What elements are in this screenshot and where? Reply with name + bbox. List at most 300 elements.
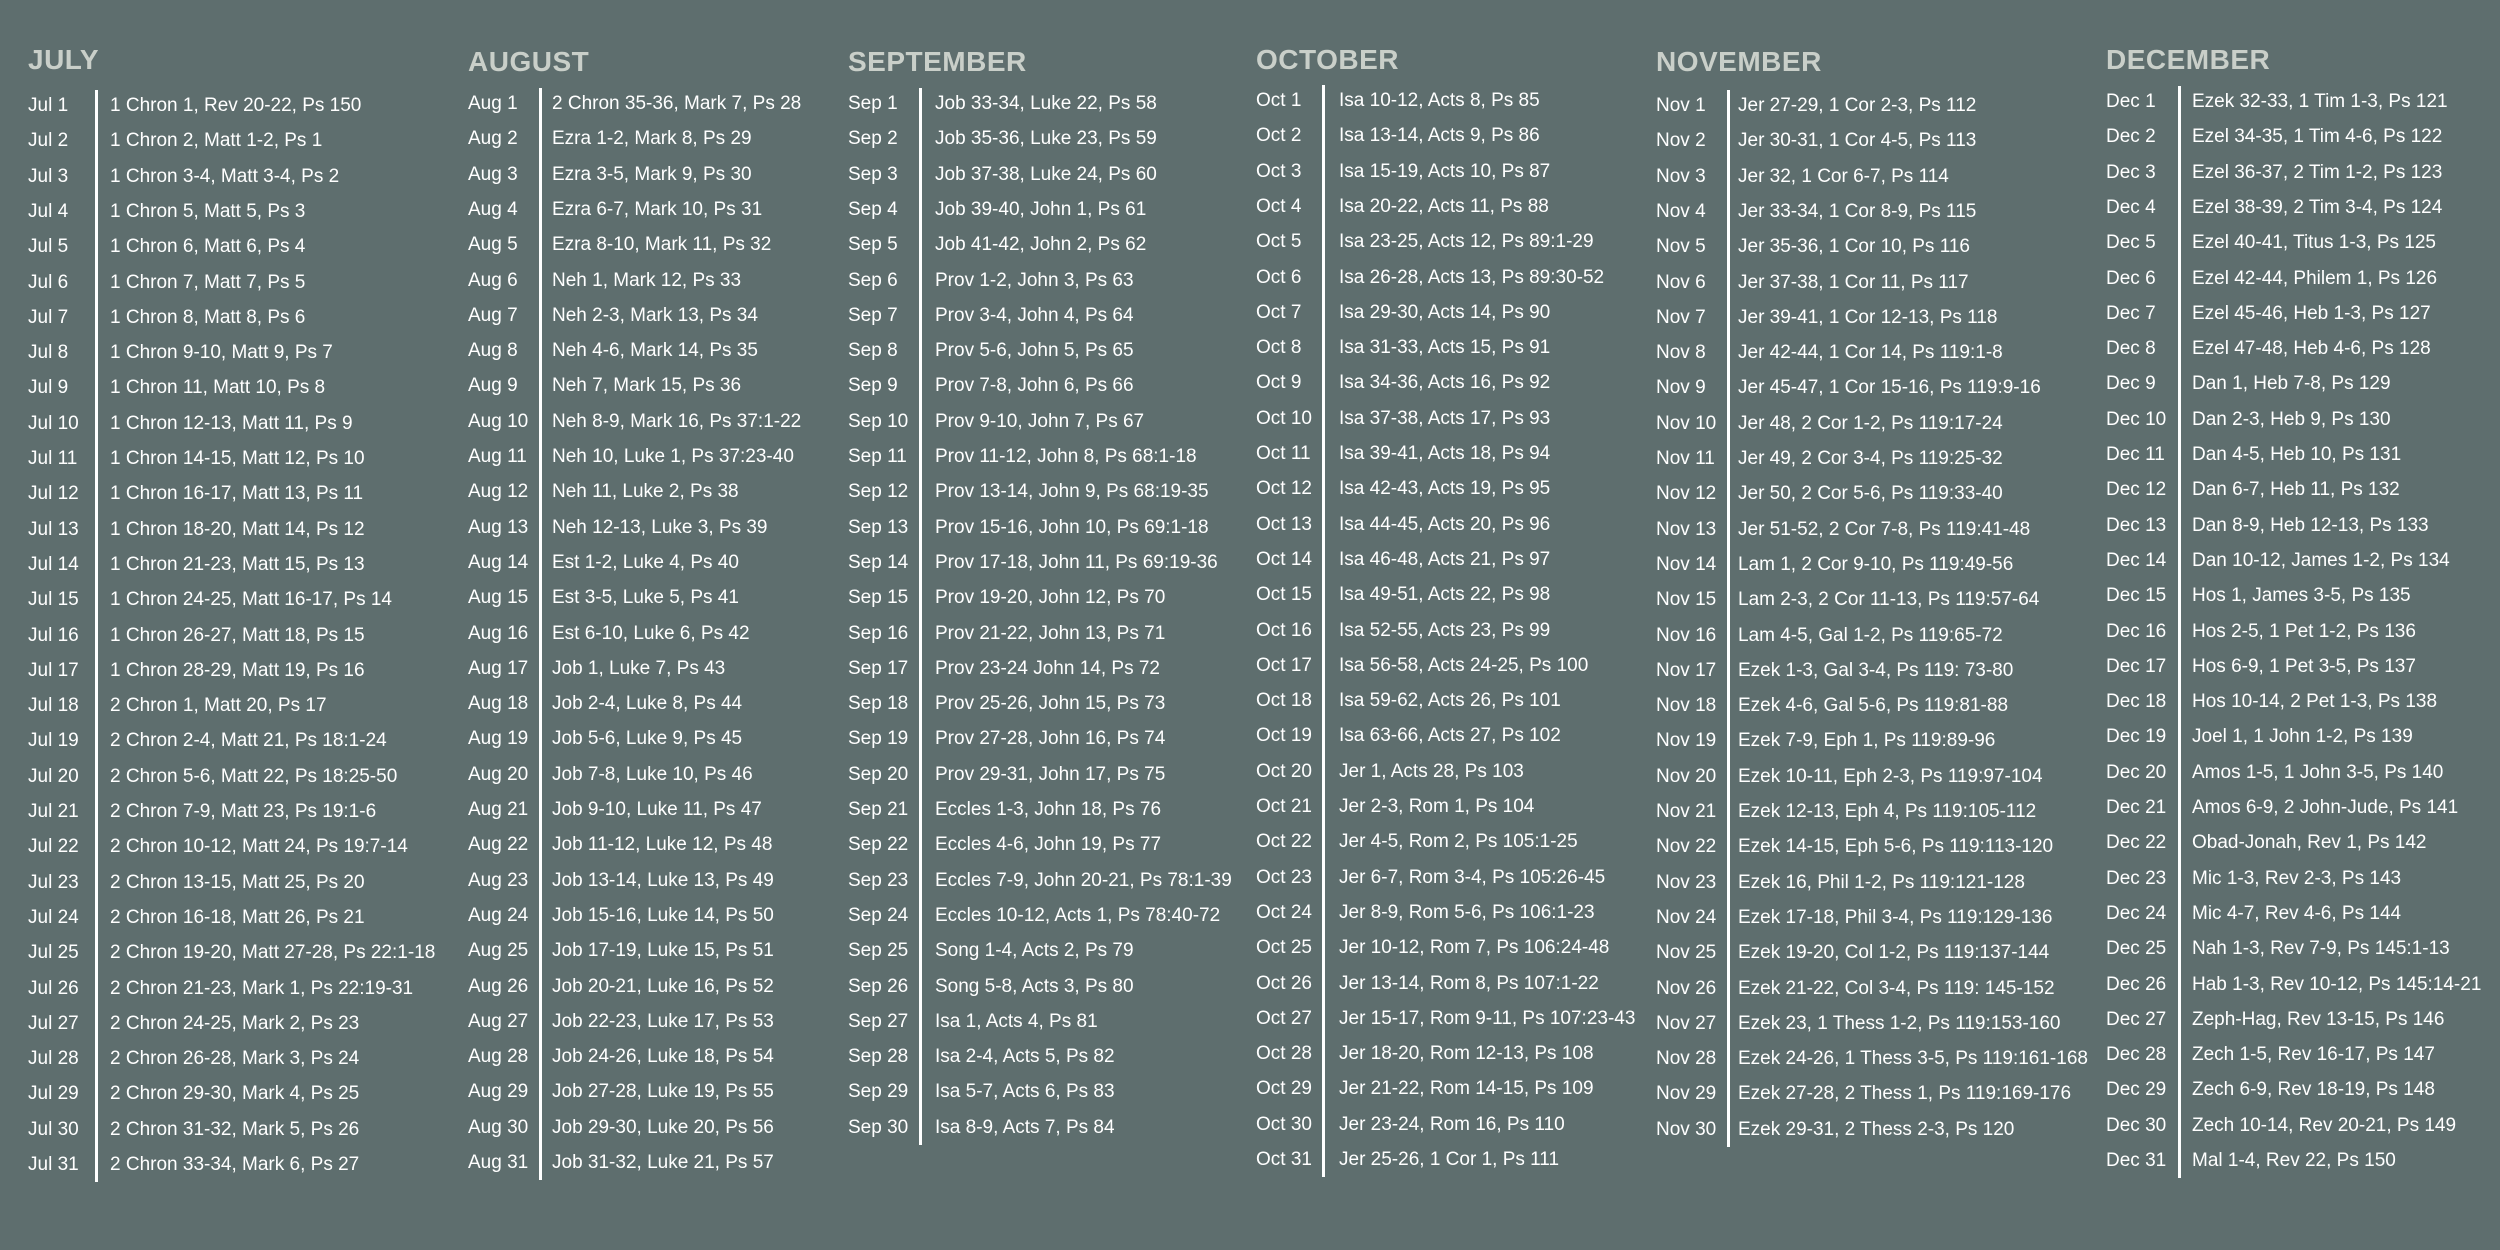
reading-passages: Jer 25-26, 1 Cor 1, Ps 111 bbox=[1339, 1149, 1560, 1170]
reading-date: Sep 15 bbox=[848, 587, 909, 609]
reading-date: Jul 19 bbox=[28, 730, 79, 752]
reading-date: Jul 29 bbox=[28, 1083, 79, 1105]
reading-passages: Eccles 10-12, Acts 1, Ps 78:40-72 bbox=[935, 904, 1221, 926]
reading-passages: Prov 29-31, John 17, Ps 75 bbox=[935, 763, 1166, 785]
reading-passages: Ezek 4-6, Gal 5-6, Ps 119:81-88 bbox=[1738, 695, 2009, 717]
reading-passages: Prov 9-10, John 7, Ps 67 bbox=[935, 410, 1145, 432]
reading-date: Sep 6 bbox=[848, 269, 898, 291]
reading-date: Aug 27 bbox=[468, 1010, 529, 1032]
reading-date: Sep 20 bbox=[848, 763, 909, 785]
reading-passages: Job 29-30, Luke 20, Ps 56 bbox=[552, 1116, 774, 1138]
reading-date: Aug 11 bbox=[468, 446, 527, 467]
reading-passages: Isa 15-19, Acts 10, Ps 87 bbox=[1339, 160, 1551, 182]
reading-date: Oct 4 bbox=[1256, 195, 1302, 217]
reading-passages: Est 6-10, Luke 6, Ps 42 bbox=[552, 622, 750, 644]
reading-passages: Jer 50, 2 Cor 5-6, Ps 119:33-40 bbox=[1738, 483, 2003, 505]
reading-passages: Dan 10-12, James 1-2, Ps 134 bbox=[2192, 549, 2450, 571]
reading-date: Oct 23 bbox=[1256, 866, 1312, 888]
reading-date: Oct 22 bbox=[1256, 831, 1312, 853]
reading-passages: Mal 1-4, Rev 22, Ps 150 bbox=[2192, 1150, 2396, 1171]
reading-passages: Lam 1, 2 Cor 9-10, Ps 119:49-56 bbox=[1738, 553, 2014, 575]
reading-passages: Jer 30-31, 1 Cor 4-5, Ps 113 bbox=[1738, 130, 1977, 152]
reading-passages: 2 Chron 26-28, Mark 3, Ps 24 bbox=[110, 1048, 360, 1070]
reading-passages: Ezek 12-13, Eph 4, Ps 119:105-112 bbox=[1738, 801, 2037, 822]
reading-passages: Ezek 21-22, Col 3-4, Ps 119: 145-152 bbox=[1738, 977, 2055, 999]
reading-date: Dec 8 bbox=[2106, 338, 2156, 360]
reading-date: Sep 1 bbox=[848, 93, 898, 114]
reading-date: Dec 18 bbox=[2106, 691, 2167, 713]
reading-passages: Isa 44-45, Acts 20, Ps 96 bbox=[1339, 513, 1551, 535]
reading-date: Sep 30 bbox=[848, 1116, 909, 1138]
month-title: OCTOBER bbox=[1256, 44, 1399, 75]
reading-date: Jul 20 bbox=[28, 765, 79, 787]
reading-passages: Neh 7, Mark 15, Ps 36 bbox=[552, 375, 742, 397]
reading-date: Jul 7 bbox=[28, 306, 69, 328]
month-title: DECEMBER bbox=[2106, 44, 2271, 75]
reading-date: Dec 17 bbox=[2106, 655, 2167, 677]
reading-passages: Job 31-32, Luke 21, Ps 57 bbox=[552, 1152, 774, 1173]
reading-passages: Jer 27-29, 1 Cor 2-3, Ps 112 bbox=[1738, 95, 1977, 116]
reading-date: Jul 17 bbox=[28, 659, 79, 681]
reading-date: Oct 7 bbox=[1256, 301, 1302, 323]
reading-date: Sep 19 bbox=[848, 728, 909, 750]
reading-passages: Isa 37-38, Acts 17, Ps 93 bbox=[1339, 407, 1551, 429]
reading-passages: Amos 6-9, 2 John-Jude, Ps 141 bbox=[2192, 797, 2459, 818]
reading-date: Oct 24 bbox=[1256, 901, 1312, 923]
reading-date: Jul 14 bbox=[28, 553, 79, 575]
reading-date: Oct 20 bbox=[1256, 760, 1312, 782]
reading-date: Nov 6 bbox=[1656, 271, 1706, 293]
reading-passages: 2 Chron 13-15, Matt 25, Ps 20 bbox=[110, 871, 365, 893]
reading-date: Jul 10 bbox=[28, 412, 79, 434]
reading-date: Oct 27 bbox=[1256, 1007, 1312, 1029]
reading-passages: 2 Chron 35-36, Mark 7, Ps 28 bbox=[552, 93, 802, 114]
reading-passages: Jer 18-20, Rom 12-13, Ps 108 bbox=[1339, 1043, 1594, 1065]
reading-date: Aug 14 bbox=[468, 551, 529, 573]
reading-passages: Ezek 10-11, Eph 2-3, Ps 119:97-104 bbox=[1738, 765, 2043, 787]
reading-date: Oct 6 bbox=[1256, 266, 1302, 288]
reading-date: Oct 25 bbox=[1256, 937, 1312, 959]
reading-passages: Est 1-2, Luke 4, Ps 40 bbox=[552, 551, 739, 573]
reading-date: Sep 24 bbox=[848, 904, 909, 926]
reading-date: Jul 2 bbox=[28, 130, 69, 152]
reading-passages: Dan 8-9, Heb 12-13, Ps 133 bbox=[2192, 514, 2429, 536]
reading-date: Dec 31 bbox=[2106, 1150, 2167, 1171]
reading-date: Dec 25 bbox=[2106, 938, 2167, 960]
reading-passages: Ezel 42-44, Philem 1, Ps 126 bbox=[2192, 267, 2438, 289]
reading-date: Oct 21 bbox=[1256, 796, 1312, 817]
reading-date: Aug 17 bbox=[468, 657, 529, 679]
reading-passages: Hos 10-14, 2 Pet 1-3, Ps 138 bbox=[2192, 691, 2438, 713]
reading-date: Jul 23 bbox=[28, 871, 79, 893]
reading-date: Aug 15 bbox=[468, 587, 529, 609]
reading-passages: Job 33-34, Luke 22, Ps 58 bbox=[935, 93, 1157, 114]
reading-passages: Isa 56-58, Acts 24-25, Ps 100 bbox=[1339, 654, 1589, 676]
reading-passages: Mic 4-7, Rev 4-6, Ps 144 bbox=[2192, 902, 2402, 924]
reading-passages: Prov 11-12, John 8, Ps 68:1-18 bbox=[935, 446, 1197, 467]
reading-passages: 1 Chron 14-15, Matt 12, Ps 10 bbox=[110, 448, 365, 469]
reading-date: Oct 1 bbox=[1256, 90, 1302, 111]
reading-date: Dec 3 bbox=[2106, 161, 2156, 183]
reading-date: Dec 2 bbox=[2106, 126, 2156, 148]
reading-passages: Eccles 7-9, John 20-21, Ps 78:1-39 bbox=[935, 869, 1232, 891]
reading-date: Aug 30 bbox=[468, 1116, 529, 1138]
reading-passages: Est 3-5, Luke 5, Ps 41 bbox=[552, 587, 739, 609]
reading-date: Jul 15 bbox=[28, 589, 79, 611]
column-divider bbox=[2178, 86, 2181, 1178]
reading-date: Oct 8 bbox=[1256, 337, 1302, 359]
reading-passages: Prov 3-4, John 4, Ps 64 bbox=[935, 304, 1134, 326]
reading-passages: 1 Chron 5, Matt 5, Ps 3 bbox=[110, 200, 306, 222]
reading-date: Jul 22 bbox=[28, 836, 79, 858]
reading-date: Aug 19 bbox=[468, 728, 529, 750]
reading-passages: Job 41-42, John 2, Ps 62 bbox=[935, 234, 1147, 256]
reading-date: Sep 14 bbox=[848, 551, 909, 573]
reading-passages: Ezek 14-15, Eph 5-6, Ps 119:113-120 bbox=[1738, 836, 2054, 858]
reading-passages: Ezek 7-9, Eph 1, Ps 119:89-96 bbox=[1738, 730, 1996, 752]
reading-date: Nov 8 bbox=[1656, 342, 1706, 364]
reading-passages: 1 Chron 16-17, Matt 13, Ps 11 bbox=[110, 483, 364, 505]
reading-date: Jul 24 bbox=[28, 906, 79, 928]
reading-passages: Neh 4-6, Mark 14, Ps 35 bbox=[552, 340, 758, 362]
reading-date: Jul 30 bbox=[28, 1118, 79, 1140]
reading-date: Sep 3 bbox=[848, 163, 898, 185]
reading-passages: 2 Chron 2-4, Matt 21, Ps 18:1-24 bbox=[110, 730, 387, 752]
reading-date: Aug 26 bbox=[468, 975, 529, 997]
reading-date: Jul 8 bbox=[28, 342, 69, 364]
reading-passages: Prov 23-24 John 14, Ps 72 bbox=[935, 657, 1160, 679]
reading-passages: Ezel 38-39, 2 Tim 3-4, Ps 124 bbox=[2192, 196, 2443, 218]
column-divider bbox=[1727, 90, 1730, 1147]
reading-date: Sep 25 bbox=[848, 940, 909, 962]
reading-date: Jul 31 bbox=[28, 1154, 79, 1175]
reading-passages: Neh 11, Luke 2, Ps 38 bbox=[552, 481, 739, 503]
reading-date: Aug 22 bbox=[468, 834, 529, 856]
reading-date: Jul 27 bbox=[28, 1012, 79, 1034]
reading-date: Sep 21 bbox=[848, 799, 909, 820]
reading-passages: Isa 34-36, Acts 16, Ps 92 bbox=[1339, 372, 1551, 394]
reading-passages: Joel 1, 1 John 1-2, Ps 139 bbox=[2192, 726, 2413, 748]
reading-date: Jul 26 bbox=[28, 977, 79, 999]
reading-passages: Jer 39-41, 1 Cor 12-13, Ps 118 bbox=[1738, 306, 1998, 328]
reading-date: Aug 31 bbox=[468, 1152, 529, 1173]
reading-date: Jul 12 bbox=[28, 483, 79, 505]
reading-passages: Zeph-Hag, Rev 13-15, Ps 146 bbox=[2192, 1008, 2445, 1030]
reading-date: Dec 12 bbox=[2106, 479, 2167, 501]
reading-passages: Job 37-38, Luke 24, Ps 60 bbox=[935, 163, 1157, 185]
reading-passages: Isa 46-48, Acts 21, Ps 97 bbox=[1339, 548, 1551, 570]
reading-date: Nov 30 bbox=[1656, 1118, 1717, 1140]
reading-date: Aug 2 bbox=[468, 128, 518, 150]
reading-passages: Isa 52-55, Acts 23, Ps 99 bbox=[1339, 619, 1551, 641]
reading-date: Aug 1 bbox=[468, 93, 518, 114]
reading-date: Dec 22 bbox=[2106, 832, 2167, 854]
reading-passages: Ezek 32-33, 1 Tim 1-3, Ps 121 bbox=[2192, 91, 2448, 112]
reading-date: Aug 24 bbox=[468, 904, 529, 926]
reading-passages: 1 Chron 9-10, Matt 9, Ps 7 bbox=[110, 342, 333, 364]
reading-date: Sep 26 bbox=[848, 975, 909, 997]
reading-passages: Jer 8-9, Rom 5-6, Ps 106:1-23 bbox=[1339, 901, 1595, 923]
reading-passages: Ezek 19-20, Col 1-2, Ps 119:137-144 bbox=[1738, 942, 2050, 964]
reading-passages: 2 Chron 33-34, Mark 6, Ps 27 bbox=[110, 1154, 360, 1175]
reading-date: Nov 14 bbox=[1656, 553, 1717, 575]
reading-date: Dec 14 bbox=[2106, 549, 2167, 571]
reading-passages: Jer 21-22, Rom 14-15, Ps 109 bbox=[1339, 1078, 1594, 1100]
reading-passages: Isa 1, Acts 4, Ps 81 bbox=[935, 1010, 1098, 1032]
column-divider bbox=[919, 88, 922, 1145]
reading-passages: Jer 6-7, Rom 3-4, Ps 105:26-45 bbox=[1339, 866, 1606, 888]
reading-passages: Jer 49, 2 Cor 3-4, Ps 119:25-32 bbox=[1738, 448, 2003, 469]
reading-passages: 1 Chron 26-27, Matt 18, Ps 15 bbox=[110, 624, 365, 646]
reading-passages: Prov 21-22, John 13, Ps 71 bbox=[935, 622, 1166, 644]
reading-date: Aug 16 bbox=[468, 622, 529, 644]
reading-passages: Hos 2-5, 1 Pet 1-2, Ps 136 bbox=[2192, 620, 2416, 642]
reading-date: Dec 7 bbox=[2106, 302, 2156, 324]
reading-passages: Isa 5-7, Acts 6, Ps 83 bbox=[935, 1081, 1115, 1103]
reading-date: Aug 6 bbox=[468, 269, 518, 291]
reading-passages: Hab 1-3, Rev 10-12, Ps 145:14-21 bbox=[2192, 973, 2482, 995]
reading-date: Oct 26 bbox=[1256, 972, 1312, 994]
reading-date: Oct 18 bbox=[1256, 690, 1312, 712]
reading-passages: Job 9-10, Luke 11, Ps 47 bbox=[552, 799, 762, 820]
reading-passages: Ezra 6-7, Mark 10, Ps 31 bbox=[552, 198, 763, 220]
reading-passages: Lam 4-5, Gal 1-2, Ps 119:65-72 bbox=[1738, 624, 2003, 646]
reading-passages: Jer 4-5, Rom 2, Ps 105:1-25 bbox=[1339, 831, 1578, 853]
reading-date: Oct 11 bbox=[1256, 443, 1311, 464]
reading-passages: Prov 7-8, John 6, Ps 66 bbox=[935, 375, 1134, 397]
column-divider bbox=[539, 88, 542, 1180]
reading-passages: Nah 1-3, Rev 7-9, Ps 145:1-13 bbox=[2192, 938, 2450, 960]
reading-date: Dec 29 bbox=[2106, 1079, 2167, 1101]
reading-date: Oct 9 bbox=[1256, 372, 1302, 394]
reading-date: Jul 9 bbox=[28, 377, 69, 399]
reading-date: Aug 23 bbox=[468, 869, 529, 891]
reading-date: Sep 18 bbox=[848, 693, 909, 715]
reading-date: Nov 5 bbox=[1656, 236, 1706, 258]
reading-date: Jul 18 bbox=[28, 695, 79, 717]
reading-date: Aug 18 bbox=[468, 693, 529, 715]
reading-passages: Job 7-8, Luke 10, Ps 46 bbox=[552, 763, 753, 785]
reading-passages: Zech 6-9, Rev 18-19, Ps 148 bbox=[2192, 1079, 2435, 1101]
reading-date: Oct 2 bbox=[1256, 125, 1302, 147]
reading-passages: Prov 27-28, John 16, Ps 74 bbox=[935, 728, 1166, 750]
reading-passages: Job 39-40, John 1, Ps 61 bbox=[935, 198, 1147, 220]
reading-date: Nov 29 bbox=[1656, 1083, 1717, 1105]
reading-passages: Isa 26-28, Acts 13, Ps 89:30-52 bbox=[1339, 266, 1605, 288]
reading-passages: Song 5-8, Acts 3, Ps 80 bbox=[935, 975, 1134, 997]
reading-passages: Prov 5-6, John 5, Ps 65 bbox=[935, 340, 1134, 362]
reading-passages: Jer 15-17, Rom 9-11, Ps 107:23-43 bbox=[1339, 1007, 1636, 1029]
reading-passages: Job 27-28, Luke 19, Ps 55 bbox=[552, 1081, 774, 1103]
reading-passages: 2 Chron 31-32, Mark 5, Ps 26 bbox=[110, 1118, 360, 1140]
reading-date: Oct 19 bbox=[1256, 725, 1312, 747]
month-title: AUGUST bbox=[468, 46, 590, 77]
reading-date: Dec 23 bbox=[2106, 867, 2167, 889]
reading-passages: 2 Chron 29-30, Mark 4, Ps 25 bbox=[110, 1083, 360, 1105]
reading-passages: 2 Chron 16-18, Matt 26, Ps 21 bbox=[110, 906, 365, 928]
reading-date: Aug 12 bbox=[468, 481, 529, 503]
reading-passages: Jer 35-36, 1 Cor 10, Ps 116 bbox=[1738, 236, 1970, 258]
reading-passages: 1 Chron 8, Matt 8, Ps 6 bbox=[110, 306, 306, 328]
reading-date: Dec 24 bbox=[2106, 902, 2167, 924]
reading-passages: Dan 2-3, Heb 9, Ps 130 bbox=[2192, 408, 2391, 430]
reading-passages: Dan 6-7, Heb 11, Ps 132 bbox=[2192, 479, 2400, 501]
reading-date: Nov 3 bbox=[1656, 165, 1706, 187]
reading-passages: Job 13-14, Luke 13, Ps 49 bbox=[552, 869, 774, 891]
reading-date: Nov 9 bbox=[1656, 377, 1706, 399]
reading-date: Dec 16 bbox=[2106, 620, 2167, 642]
reading-passages: Isa 20-22, Acts 11, Ps 88 bbox=[1339, 195, 1549, 217]
reading-date: Aug 5 bbox=[468, 234, 518, 256]
reading-passages: Prov 1-2, John 3, Ps 63 bbox=[935, 269, 1134, 291]
reading-date: Jul 21 bbox=[28, 801, 79, 822]
reading-passages: Job 35-36, Luke 23, Ps 59 bbox=[935, 128, 1157, 150]
reading-date: Oct 5 bbox=[1256, 231, 1302, 253]
reading-passages: Jer 32, 1 Cor 6-7, Ps 114 bbox=[1738, 165, 1949, 187]
reading-date: Jul 16 bbox=[28, 624, 79, 646]
reading-passages: Job 24-26, Luke 18, Ps 54 bbox=[552, 1046, 774, 1068]
reading-passages: Neh 12-13, Luke 3, Ps 39 bbox=[552, 516, 768, 538]
reading-passages: Isa 39-41, Acts 18, Ps 94 bbox=[1339, 443, 1551, 464]
reading-date: Oct 31 bbox=[1256, 1149, 1312, 1170]
reading-date: Aug 28 bbox=[468, 1046, 529, 1068]
reading-date: Dec 6 bbox=[2106, 267, 2156, 289]
reading-passages: Isa 13-14, Acts 9, Ps 86 bbox=[1339, 125, 1540, 147]
month-title: NOVEMBER bbox=[1656, 46, 1822, 77]
reading-date: Sep 12 bbox=[848, 481, 909, 503]
reading-passages: Isa 2-4, Acts 5, Ps 82 bbox=[935, 1046, 1115, 1068]
reading-passages: Prov 25-26, John 15, Ps 73 bbox=[935, 693, 1166, 715]
reading-passages: 1 Chron 21-23, Matt 15, Ps 13 bbox=[110, 553, 365, 575]
reading-passages: Prov 13-14, John 9, Ps 68:19-35 bbox=[935, 481, 1209, 503]
reading-date: Sep 4 bbox=[848, 198, 898, 220]
reading-passages: Dan 4-5, Heb 10, Ps 131 bbox=[2192, 444, 2402, 465]
reading-passages: Job 5-6, Luke 9, Ps 45 bbox=[552, 728, 743, 750]
reading-date: Sep 7 bbox=[848, 304, 898, 326]
reading-passages: Ezek 16, Phil 1-2, Ps 119:121-128 bbox=[1738, 871, 2025, 893]
reading-passages: Job 2-4, Luke 8, Ps 44 bbox=[552, 693, 743, 715]
reading-passages: Jer 10-12, Rom 7, Ps 106:24-48 bbox=[1339, 937, 1610, 959]
reading-date: Jul 13 bbox=[28, 518, 79, 540]
reading-passages: 2 Chron 10-12, Matt 24, Ps 19:7-14 bbox=[110, 836, 408, 858]
reading-passages: Ezek 27-28, 2 Thess 1, Ps 119:169-176 bbox=[1738, 1083, 2072, 1105]
reading-date: Nov 24 bbox=[1656, 906, 1717, 928]
reading-date: Nov 1 bbox=[1656, 95, 1706, 116]
reading-date: Nov 22 bbox=[1656, 836, 1717, 858]
reading-passages: 1 Chron 18-20, Matt 14, Ps 12 bbox=[110, 518, 365, 540]
reading-date: Aug 4 bbox=[468, 198, 518, 220]
reading-date: Oct 15 bbox=[1256, 584, 1312, 606]
reading-passages: Amos 1-5, 1 John 3-5, Ps 140 bbox=[2192, 761, 2444, 783]
reading-passages: 2 Chron 1, Matt 20, Ps 17 bbox=[110, 695, 327, 717]
reading-date: Dec 11 bbox=[2106, 444, 2165, 465]
reading-date: Nov 10 bbox=[1656, 412, 1717, 434]
reading-date: Nov 11 bbox=[1656, 448, 1715, 469]
reading-date: Sep 29 bbox=[848, 1081, 909, 1103]
reading-date: Dec 1 bbox=[2106, 91, 2156, 112]
reading-passages: 2 Chron 7-9, Matt 23, Ps 19:1-6 bbox=[110, 801, 377, 822]
reading-date: Sep 5 bbox=[848, 234, 898, 256]
reading-passages: Job 20-21, Luke 16, Ps 52 bbox=[552, 975, 774, 997]
reading-date: Dec 9 bbox=[2106, 373, 2156, 395]
reading-date: Nov 16 bbox=[1656, 624, 1717, 646]
reading-passages: Ezra 3-5, Mark 9, Ps 30 bbox=[552, 163, 752, 185]
reading-date: Nov 13 bbox=[1656, 518, 1717, 540]
reading-date: Jul 28 bbox=[28, 1048, 79, 1070]
reading-passages: Jer 1, Acts 28, Ps 103 bbox=[1339, 760, 1524, 782]
reading-passages: 1 Chron 28-29, Matt 19, Ps 16 bbox=[110, 659, 365, 681]
reading-date: Nov 12 bbox=[1656, 483, 1717, 505]
column-divider bbox=[95, 90, 98, 1182]
reading-passages: Ezra 8-10, Mark 11, Ps 32 bbox=[552, 234, 772, 256]
reading-passages: Isa 42-43, Acts 19, Ps 95 bbox=[1339, 478, 1551, 500]
reading-passages: 2 Chron 21-23, Mark 1, Ps 22:19-31 bbox=[110, 977, 414, 999]
reading-date: Nov 15 bbox=[1656, 589, 1717, 611]
reading-date: Jul 4 bbox=[28, 200, 69, 222]
reading-passages: Prov 17-18, John 11, Ps 69:19-36 bbox=[935, 551, 1218, 573]
reading-date: Dec 19 bbox=[2106, 726, 2167, 748]
reading-date: Jul 5 bbox=[28, 236, 69, 258]
reading-passages: Ezek 23, 1 Thess 1-2, Ps 119:153-160 bbox=[1738, 1012, 2061, 1034]
reading-passages: Isa 49-51, Acts 22, Ps 98 bbox=[1339, 584, 1551, 606]
reading-date: Oct 14 bbox=[1256, 548, 1312, 570]
month-title: JULY bbox=[28, 44, 100, 75]
reading-passages: Ezel 36-37, 2 Tim 1-2, Ps 123 bbox=[2192, 161, 2443, 183]
reading-passages: Hos 6-9, 1 Pet 3-5, Ps 137 bbox=[2192, 655, 2416, 677]
reading-passages: Zech 1-5, Rev 16-17, Ps 147 bbox=[2192, 1044, 2435, 1066]
reading-date: Oct 13 bbox=[1256, 513, 1312, 535]
reading-date: Aug 10 bbox=[468, 410, 529, 432]
reading-passages: Obad-Jonah, Rev 1, Ps 142 bbox=[2192, 832, 2427, 854]
reading-passages: Neh 1, Mark 12, Ps 33 bbox=[552, 269, 742, 291]
reading-passages: Jer 37-38, 1 Cor 11, Ps 117 bbox=[1738, 271, 1969, 293]
reading-date: Sep 9 bbox=[848, 375, 898, 397]
reading-date: Dec 5 bbox=[2106, 232, 2156, 254]
reading-passages: Isa 8-9, Acts 7, Ps 84 bbox=[935, 1116, 1115, 1138]
reading-date: Oct 17 bbox=[1256, 654, 1312, 676]
reading-date: Nov 4 bbox=[1656, 200, 1706, 222]
reading-date: Sep 27 bbox=[848, 1010, 909, 1032]
reading-date: Aug 25 bbox=[468, 940, 529, 962]
reading-passages: Prov 15-16, John 10, Ps 69:1-18 bbox=[935, 516, 1209, 538]
reading-date: Aug 3 bbox=[468, 163, 518, 185]
reading-passages: Ezel 45-46, Heb 1-3, Ps 127 bbox=[2192, 302, 2431, 324]
reading-date: Nov 19 bbox=[1656, 730, 1717, 752]
reading-passages: Job 15-16, Luke 14, Ps 50 bbox=[552, 904, 774, 926]
reading-passages: Job 11-12, Luke 12, Ps 48 bbox=[552, 834, 773, 856]
reading-date: Sep 2 bbox=[848, 128, 898, 150]
reading-passages: Isa 29-30, Acts 14, Ps 90 bbox=[1339, 301, 1551, 323]
reading-passages: Ezel 34-35, 1 Tim 4-6, Ps 122 bbox=[2192, 126, 2443, 148]
reading-date: Oct 3 bbox=[1256, 160, 1302, 182]
reading-date: Aug 20 bbox=[468, 763, 529, 785]
reading-passages: Lam 2-3, 2 Cor 11-13, Ps 119:57-64 bbox=[1738, 589, 2040, 611]
reading-date: Oct 10 bbox=[1256, 407, 1312, 429]
reading-passages: Neh 10, Luke 1, Ps 37:23-40 bbox=[552, 446, 794, 467]
reading-date: Dec 21 bbox=[2106, 797, 2167, 818]
reading-passages: Zech 10-14, Rev 20-21, Ps 149 bbox=[2192, 1114, 2457, 1136]
reading-passages: Dan 1, Heb 7-8, Ps 129 bbox=[2192, 373, 2391, 395]
reading-date: Sep 8 bbox=[848, 340, 898, 362]
reading-passages: Isa 31-33, Acts 15, Ps 91 bbox=[1339, 337, 1551, 359]
reading-date: Dec 30 bbox=[2106, 1114, 2167, 1136]
reading-date: Aug 21 bbox=[468, 799, 529, 820]
reading-date: Dec 26 bbox=[2106, 973, 2167, 995]
reading-passages: Mic 1-3, Rev 2-3, Ps 143 bbox=[2192, 867, 2402, 889]
reading-passages: Jer 48, 2 Cor 1-2, Ps 119:17-24 bbox=[1738, 412, 2003, 434]
reading-date: Nov 27 bbox=[1656, 1012, 1717, 1034]
reading-date: Nov 7 bbox=[1656, 306, 1706, 328]
